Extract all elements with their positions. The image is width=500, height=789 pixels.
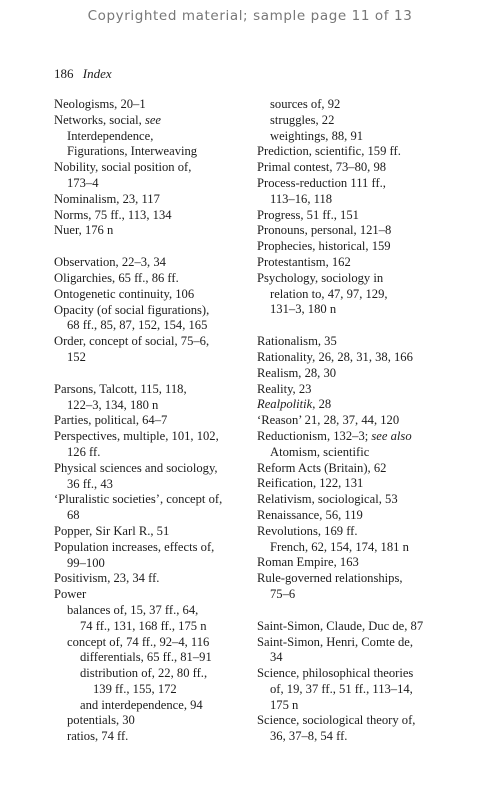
page-title: Index (82, 66, 112, 81)
index-entry: Nobility, social position of, (54, 160, 192, 175)
index-entry: Progress, 51 ff., 151 (257, 207, 359, 222)
index-subentry: struggles, 22 (270, 112, 335, 127)
index-entry: Process-reduction 111 ff., (257, 175, 386, 190)
index-entry: Nuer, 176 n (54, 223, 114, 238)
index-subentry: 74 ff., 131, 168 ff., 175 n (80, 618, 207, 633)
index-entry: Popper, Sir Karl R., 51 (54, 523, 170, 538)
index-subentry: 113–16, 118 (270, 191, 333, 206)
index-entry: Neologisms, 20–1 (54, 97, 146, 111)
index-entry: Reality, 23 (257, 381, 312, 396)
index-subentry: of, 19, 37 ff., 51 ff., 113–14, (270, 681, 413, 696)
index-entry: Perspectives, multiple, 101, 102, (54, 429, 219, 444)
index-entry: Primal contest, 73–80, 98 (257, 160, 387, 175)
index-entry: ‘Pluralistic societies’, concept of, (54, 492, 223, 507)
index-entry: Saint-Simon, Henri, Comte de, (257, 634, 414, 649)
index-entry: Renaissance, 56, 119 (257, 507, 363, 522)
index-entry: Nominalism, 23, 117 (54, 191, 160, 206)
index-entry: Protestantism, 162 (257, 254, 351, 269)
page-header (54, 66, 112, 82)
index-subentry: potentials, 30 (67, 713, 135, 728)
index-subentry: 99–100 (67, 555, 105, 570)
index-subentry: 68 (67, 508, 80, 523)
index-entry: Order, concept of social, 75–6, (54, 334, 210, 349)
index-subentry: 36 ff., 43 (67, 476, 113, 491)
index-entry: ‘Reason’ 21, 28, 37, 44, 120 (257, 413, 400, 428)
index-entry: Norms, 75 ff., 113, 134 (54, 207, 172, 222)
index-subentry: 36, 37–8, 54 ff. (270, 729, 348, 744)
index-subentry: sources of, 92 (270, 97, 341, 111)
index-subentry: 131–3, 180 n (270, 302, 337, 317)
index-entry: Reification, 122, 131 (257, 476, 364, 491)
index-subentry: 175 n (270, 697, 299, 712)
index-subentry: Interdependence, (67, 128, 154, 143)
index-subentry: 139 ff., 155, 172 (93, 681, 177, 696)
index-entry: Power (54, 587, 87, 602)
section-gap (54, 239, 254, 255)
index-subentry: 34 (270, 650, 283, 665)
index-entry: Networks, social, see (54, 112, 162, 127)
copyright-banner: Copyrighted material; sample page 11 of 13 (87, 8, 413, 24)
index-entry: Rule-governed relationships, (257, 571, 403, 586)
index-subentry: 152 (67, 349, 86, 364)
index-entry: Parties, political, 64–7 (54, 413, 168, 428)
index-entry: Physical sciences and sociology, (54, 460, 218, 475)
index-entry: Revolutions, 169 ff. (257, 523, 358, 538)
index-subentry: 126 ff. (67, 444, 101, 459)
index-entry: Science, philosophical theories (257, 666, 414, 681)
section-gap (54, 366, 254, 382)
index-entry: Prediction, scientific, 159 ff. (257, 144, 401, 159)
index-entry: Science, sociological theory of, (257, 713, 416, 728)
index-entry: Saint-Simon, Claude, Duc de, 87 (257, 618, 424, 633)
index-entry: Oligarchies, 65 ff., 86 ff. (54, 270, 179, 285)
index-subentry: 68 ff., 85, 87, 152, 154, 165 (67, 318, 208, 333)
index-entry: Realism, 28, 30 (257, 365, 337, 380)
index-subentry: 122–3, 134, 180 n (67, 397, 159, 412)
index-entry: Roman Empire, 163 (257, 555, 359, 570)
index-subentry: Figurations, Interweaving (67, 144, 198, 159)
index-subentry: balances of, 15, 37 ff., 64, (67, 602, 199, 617)
index-subentry: Atomism, scientific (270, 444, 370, 459)
index-entry: Ontogenetic continuity, 106 (54, 286, 195, 301)
index-entry: Parsons, Talcott, 115, 118, (54, 381, 187, 396)
index-entry: Reform Acts (Britain), 62 (257, 460, 387, 475)
index-entry: Opacity (of social figurations), (54, 302, 210, 317)
index-entry: Pronouns, personal, 121–8 (257, 223, 392, 238)
index-subentry: ratios, 74 ff. (67, 729, 129, 744)
page-number: 186 (54, 66, 74, 81)
index-subentry: 173–4 (67, 175, 99, 190)
index-subentry: 75–6 (270, 586, 296, 601)
index-entry: Rationalism, 35 (257, 334, 337, 349)
index-entry: Reductionism, 132–3; see also (257, 428, 412, 443)
index-entry: Psychology, sociology in (257, 270, 384, 285)
index-entry: Relativism, sociological, 53 (257, 492, 398, 507)
index-entry: Positivism, 23, 34 ff. (54, 571, 160, 586)
index-subentry: and interdependence, 94 (80, 697, 203, 712)
index-entry: Population increases, effects of, (54, 539, 215, 554)
index-entry: Prophecies, historical, 159 (257, 239, 391, 254)
index-subentry: French, 62, 154, 174, 181 n (270, 539, 409, 554)
section-gap (257, 603, 462, 619)
index-entry: Rationality, 26, 28, 31, 38, 166 (257, 349, 413, 364)
index-subentry: differentials, 65 ff., 81–91 (80, 650, 212, 665)
index-subentry: concept of, 74 ff., 92–4, 116 (67, 634, 210, 649)
index-column-right (257, 97, 462, 745)
section-gap (257, 318, 462, 334)
index-column-left (54, 97, 254, 745)
index-subentry: relation to, 47, 97, 129, (270, 286, 388, 301)
index-subentry: distribution of, 22, 80 ff., (80, 666, 208, 681)
index-subentry: weightings, 88, 91 (270, 128, 364, 143)
index-entry: Realpolitik, 28 (257, 397, 332, 412)
index-entry: Observation, 22–3, 34 (54, 255, 166, 270)
